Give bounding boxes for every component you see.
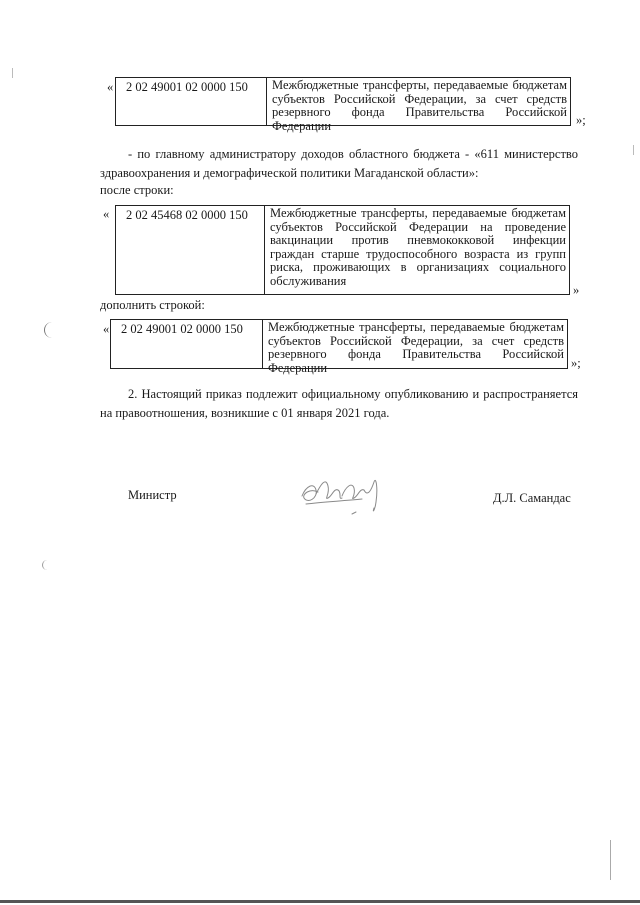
handwritten-signature bbox=[292, 468, 392, 524]
margin-scan-mark bbox=[42, 560, 47, 570]
row3-close-quote: »; bbox=[571, 356, 581, 370]
add-row-label: дополнить строкой: bbox=[100, 298, 205, 312]
row2-table bbox=[115, 205, 570, 295]
clause-2: 2. Настоящий приказ подлежит официальному опубликованию и распространяется на правоотношения, возникшие с 01 января 2021 года. bbox=[100, 387, 578, 420]
row3-open-quote: « bbox=[103, 322, 110, 336]
row3-description: Межбюджетные трансферты, передаваемые бюджетам субъектов Российской Федерации, за счет средств резервного фонда Правительства Российской Федерации bbox=[262, 319, 568, 369]
row1-close-quote: »; bbox=[576, 113, 586, 127]
after-row-label: после строки: bbox=[100, 183, 174, 197]
margin-scan-mark bbox=[12, 68, 13, 78]
bottom-scan-edge bbox=[0, 900, 640, 903]
margin-scan-mark bbox=[44, 322, 53, 338]
row2-open-quote: « bbox=[103, 207, 110, 221]
signatory-name: Д.Л. Самандас bbox=[493, 491, 571, 505]
signatory-position: Министр bbox=[128, 488, 177, 502]
row3-table bbox=[110, 319, 568, 375]
row2-close-quote: » bbox=[573, 283, 580, 297]
row3-code: 2 02 49001 02 0000 150 bbox=[110, 319, 262, 369]
margin-scan-mark bbox=[610, 840, 611, 880]
row1-description: Межбюджетные трансферты, передаваемые бюджетам субъектов Российской Федерации, за счет средств резервного фонда Правительства Российской Федерации bbox=[266, 77, 571, 126]
row2-code: 2 02 45468 02 0000 150 bbox=[115, 205, 264, 295]
row2-description: Межбюджетные трансферты, передаваемые бюджетам субъектов Российской Федерации на проведение вакцинации против пневмококковой инфекции граждан старше трудоспособного возраста из групп риска, проживающих в организациях социального обслуживания bbox=[264, 205, 570, 295]
row1-table bbox=[115, 77, 571, 133]
row1-code: 2 02 49001 02 0000 150 bbox=[115, 77, 266, 126]
margin-scan-mark bbox=[633, 145, 634, 155]
admin-paragraph: - по главному администратору доходов областного бюджета - «611 министерство здравоохранения и демографической политики Магаданской области»: bbox=[100, 147, 578, 180]
row1-open-quote: « bbox=[107, 80, 114, 94]
